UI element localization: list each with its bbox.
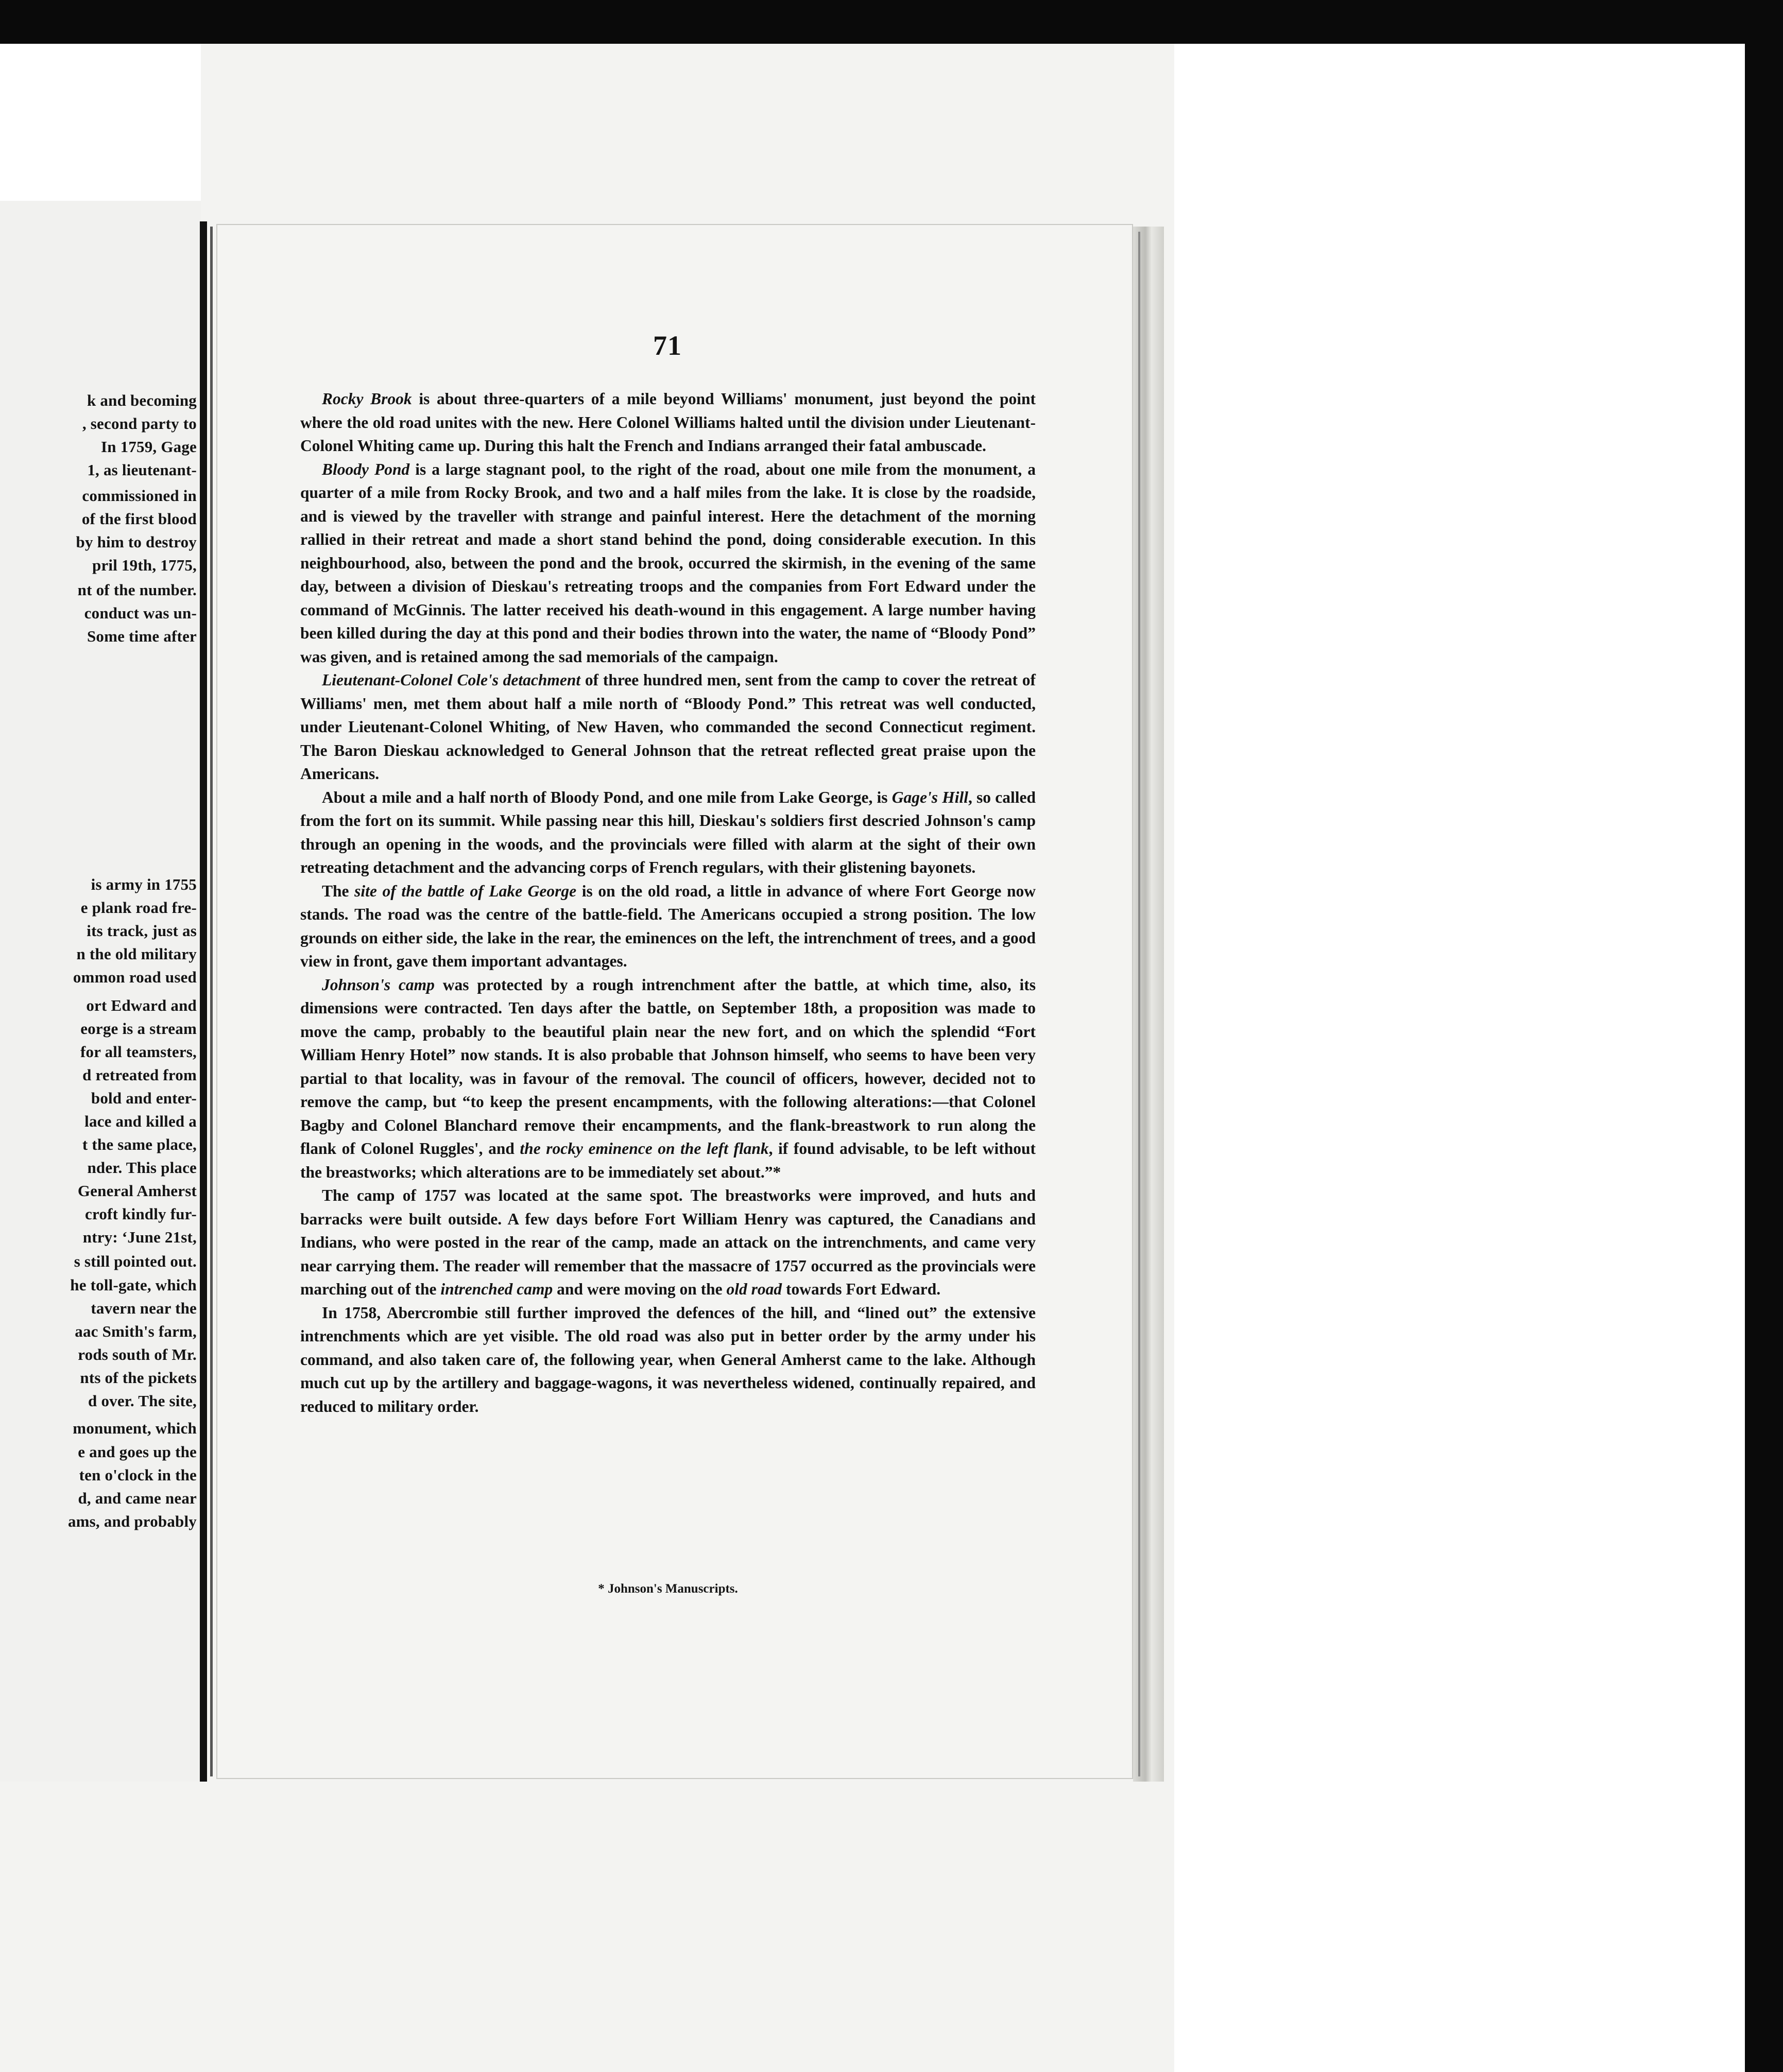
left-page-line: rods south of Mr. [78,1345,197,1363]
left-page-line: , second party to [82,415,197,433]
left-page-line: Some time after [87,627,197,645]
paragraph-rocky-brook [300,387,1036,458]
scan-right-border [1745,0,1783,2072]
left-page-line: In 1759, Gage [100,438,197,456]
paragraph-text: , so called from the fort on its summit. While passing near this hill, Dieskau's soldiers first descried Johnson's camp through an opening in the woods, and the provincials were filled with alarm at the sight of their own retreating detachment and the advancing corps of French regulars, with their glistening bayonets. [300,788,1036,876]
left-page-line: d, and came near [78,1489,197,1507]
paragraph-johnsons-camp [300,973,1036,1184]
left-page-line: ten o'clock in the [79,1466,197,1484]
left-page-line: ommon road used [73,968,197,986]
paragraph-text: was protected by a rough intrenchment after the battle, at which time, also, its dimensions were contracted. Ten days after the battle, on September 18th, a proposition was made to move the camp, probably to the beautiful plain near the new fort, and on which the splendid “Fort William Henry Hotel” now stands. It is also probable that Johnson himself, who seems to have been very partial to that locality, was in favour of the removal. The council of officers, however, decided not to remove the camp, but “to keep the present encampments, with the following alterations:—that Colonel Bagby and Colonel Blanchard remove their encampments, and the flank-breastwork to run along the flank of Colonel Ruggles', and [300,975,1036,1158]
book-spine-shadow [210,227,213,1776]
page-edge-line [1138,232,1140,1776]
paragraph-text: The [322,882,355,900]
left-page-line: 1, as lieutenant- [87,461,197,479]
book-spine [200,221,207,1782]
left-page-line: s still pointed out. [74,1252,197,1270]
left-page-line: t the same place, [82,1135,197,1153]
page-body-text [300,387,1036,1418]
left-page-line: ams, and probably [67,1512,197,1530]
left-page-line: its track, just as [87,922,197,940]
left-page-line: k and becoming [87,391,197,409]
left-page-line: d over. The site, [88,1392,197,1410]
paragraph-text: and were moving on the [553,1280,727,1298]
left-page-line: aac Smith's farm, [75,1322,197,1340]
paragraph-italic: old road [726,1280,782,1298]
paragraph-cole-detachment [300,668,1036,786]
paragraph-text: , if found advisable, to be left without the breastworks; which alterations are to be immediately set about.”* [300,1139,1036,1181]
left-page-line: commissioned in [82,487,197,505]
left-page-line: of the first blood [81,510,197,528]
paragraph-text: is about three-quarters of a mile beyond Williams' monument, just beyond the point where the old road unites with the new. Here Colonel Williams halted until the division under Lieutenant-Colonel Whiting came up. During this halt the French and Indians arranged their fatal ambuscade. [300,390,1036,455]
left-page-line: he toll-gate, which [70,1276,197,1294]
paragraph-text: is a large stagnant pool, to the right of the road, about one mile from the monument, a quarter of a mile from Rocky Brook, and two and a half miles from the lake. It is close by the roadside, and is viewed by the traveller with strange and painful interest. Here the detachment of the morning rallied in their retreat and made a short stand behind the pond, doing considerable execution. In this neighbourhood, also, between the pond and the brook, occurred the skirmish, in the evening of the same day, between a division of Dieskau's retreating troops and the companies from Fort Edward under the command of McGinnis. The latter received his death-wound in this engagement. A large number having been killed during the day at this pond and their bodies thrown into the water, the name of “Bloody Pond” was given, and is retained among the sad memorials of the campaign. [300,460,1036,666]
left-page-line: conduct was un- [84,604,197,622]
left-page-line: ort Edward and [86,996,197,1014]
paragraph-text: towards Fort Edward. [782,1280,941,1298]
left-page-line: pril 19th, 1775, [92,556,197,574]
left-page-line: bold and enter- [91,1089,197,1107]
paragraph-heading: Lieutenant-Colonel Cole's detachment [322,671,581,689]
paragraph-italic: intrenched camp [440,1280,553,1298]
left-page-line: n the old military [76,945,197,963]
left-page-line: for all teamsters, [80,1043,197,1061]
left-page-margin [0,44,201,201]
left-page-line: monument, which [73,1419,197,1437]
paragraph-text: In 1758, Abercrombie still further improved the defences of the hill, and “lined out” the extensive intrenchments which are yet visible. The old road was also put in better order by the army under his command, and also taken care of, the following year, when General Amherst came to the lake. Although much cut up by the artillery and baggage-wagons, it was nevertheless widened, continually repaired, and reduced to military order. [300,1303,1036,1415]
left-page-line: General Amherst [77,1182,197,1200]
paragraph-gages-hill [300,786,1036,879]
paragraph-text: of three hundred men, sent from the camp to cover the retreat of Williams' men, met them about half a mile north of “Bloody Pond.” This retreat was well conducted, under Lieutenant-Colonel Whiting, of New Haven, who commanded the second Connecticut regiment. The Baron Dieskau acknowledged to General Johnson that the retreat reflected great praise upon the Americans. [300,671,1036,783]
page-number: 71 [653,330,682,361]
paragraph-1758 [300,1301,1036,1419]
left-page-line: tavern near the [91,1299,197,1317]
scan-top-border [0,0,1783,44]
left-page-line: lace and killed a [84,1112,197,1130]
left-page-line: ntry: ‘June 21st, [82,1228,197,1246]
paragraph-text: is on the old road, a little in advance of where Fort George now stands. The road was the centre of the battle-field. The Americans occupied a strong position. The low grounds on either side, the lake in the rear, the eminences on the left, the intrenchment of trees, and a good view in front, gave them important advantages. [300,882,1036,970]
paragraph-heading: Gage's Hill [892,788,968,806]
left-page-line: is army in 1755 [91,875,197,893]
paragraph-heading: Rocky Brook [322,390,412,408]
page-edge [1133,227,1164,1782]
paragraph-camp-1757 [300,1184,1036,1301]
left-page-line: croft kindly fur- [85,1205,197,1223]
left-page-line: nder. This place [87,1159,197,1177]
paragraph-heading: Bloody Pond [322,460,410,478]
paragraph-heading: Johnson's camp [322,975,435,994]
left-page-fragment [0,201,201,1782]
paragraph-heading: site of the battle of Lake George [354,882,577,900]
footnote: * Johnson's Manuscripts. [598,1582,738,1596]
paragraph-italic: the rocky eminence on the left flank [520,1139,769,1158]
scan-background [1174,44,1745,2072]
paragraph-text: About a mile and a half north of Bloody Pond, and one mile from Lake George, is [322,788,892,806]
left-page-line: eorge is a stream [80,1020,197,1038]
left-page-line: d retreated from [82,1066,197,1084]
left-page-line: by him to destroy [76,533,197,551]
paragraph-battle-site [300,879,1036,973]
paragraph-bloody-pond [300,458,1036,669]
left-page-line: nts of the pickets [80,1369,197,1387]
left-page-line: e and goes up the [78,1443,197,1461]
left-page-line: e plank road fre- [80,899,197,917]
left-page-line: nt of the number. [77,581,197,599]
paragraph-text: The camp of 1757 was located at the same spot. The breastworks were improved, and huts and barracks were built outside. A few days before Fort William Henry was captured, the Canadians and Indians, who were posted in the rear of the camp, made an attack on the intrenchments, and came very near carrying them. The reader will remember that the massacre of 1757 occurred as the provincials were marching out of the [300,1186,1036,1298]
